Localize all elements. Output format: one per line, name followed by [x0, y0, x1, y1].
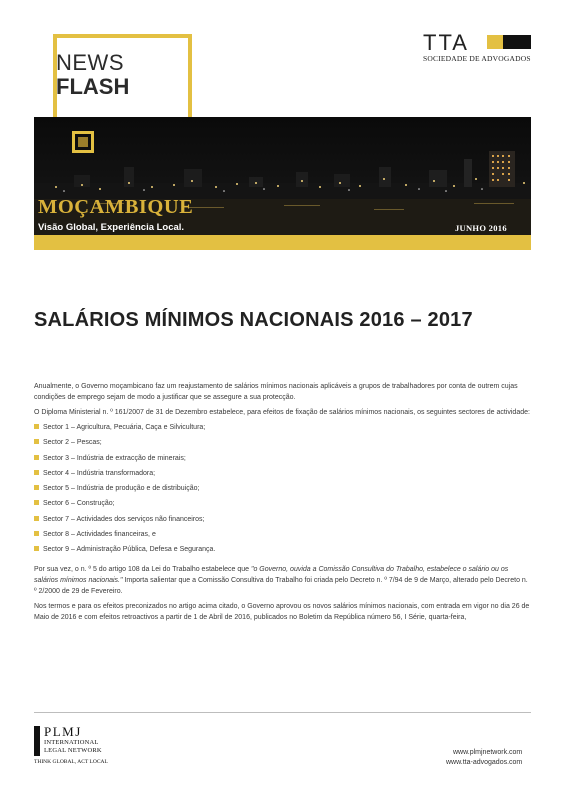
- bullet-icon: [34, 531, 39, 536]
- tta-black-block: [503, 35, 531, 49]
- labour-law-paragraph: Por sua vez, o n. º 5 do artigo 108 da Lei do Trabalho estabelece que "o Governo, ouvida a Comissão Consultiva do Trabalho, estabelece o salário ou os salários mínimos nacionais." Importa salientar que a Comissão Consultiva do Trabalho foi criada pelo Decreto n. º 7/94 de 9 de Março, alterado pelo Decreto n. º 2/2000 de 29 de Fevereiro.: [34, 565, 528, 595]
- tta-gold-block: [487, 35, 503, 49]
- bullet-icon: [34, 500, 39, 505]
- news-label: NEWS: [56, 50, 124, 75]
- bullet-icon: [34, 546, 39, 551]
- list-item: Sector 8 – Actividades financeiras, e: [34, 529, 532, 544]
- bullet-icon: [34, 485, 39, 490]
- bullet-icon: [34, 470, 39, 475]
- bullet-icon: [34, 424, 39, 429]
- plmj-bar-mark: [34, 726, 40, 756]
- list-item: Sector 3 – Indústria de extracção de minerais;: [34, 453, 532, 468]
- plmj-logo: [34, 726, 124, 772]
- diploma-paragraph: O Diploma Ministerial n. º 161/2007 de 31 de Dezembro estabelece, para efeitos de fixação de salários mínimos nacionais, os seguintes sectores de actividade:: [34, 409, 530, 416]
- approval-paragraph: Nos termos e para os efeitos preconizados no artigo acima citado, o Governo aprovou os novos salários mínimos nacionais, com entrada em vigor no dia 26 de Maio de 2016 e com efeitos retroactivos a partir de 1 de Abril de 2016, publicados no Boletim da República número 56, I Série, quarta-feira,: [34, 602, 530, 621]
- gold-bar: [34, 235, 531, 250]
- list-item: Sector 1 – Agricultura, Pecuária, Caça e Silvicultura;: [34, 422, 532, 437]
- footer-divider: [34, 712, 531, 713]
- list-item: Sector 6 – Construção;: [34, 498, 532, 513]
- list-item: Sector 2 – Pescas;: [34, 437, 532, 452]
- tta-logo-text: TTA: [423, 30, 469, 55]
- sector-list: [34, 422, 532, 560]
- plmj-international: INTERNATIONAL: [44, 739, 99, 746]
- list-item: Sector 9 – Administração Pública, Defesa e Segurança.: [34, 544, 532, 559]
- intro-paragraph: Anualmente, o Governo moçambicano faz um reajustamento de salários mínimos nacionais aplicáveis a grupos de trabalhadores por conta de outrem cujas condições de emprego sejam de modo a justificar que se assegure a sua protecção.: [34, 383, 518, 401]
- banner-tagline: Visão Global, Experiência Local.: [38, 222, 185, 233]
- list-item: Sector 7 – Actividades dos serviços não financeiros;: [34, 514, 532, 529]
- country-title: MOÇAMBIQUE: [38, 196, 194, 218]
- plmj-website-link[interactable]: www.plmjnetwork.com: [453, 749, 523, 756]
- bullet-icon: [34, 516, 39, 521]
- plmj-name: PLMJ: [44, 724, 82, 739]
- list-item: Sector 4 – Indústria transformadora;: [34, 468, 532, 483]
- law-quote: "o Governo, ouvida a Comissão Consultiva do Trabalho, estabelece o salário ou os salários mínimos nacionais.": [34, 565, 509, 584]
- flash-label: FLASH: [56, 74, 130, 99]
- tta-website-link[interactable]: www.tta-advogados.com: [446, 759, 523, 766]
- issue-date: JUNHO 2016: [455, 223, 507, 233]
- article-body: [34, 381, 532, 627]
- plmj-legal-network: LEGAL NETWORK: [44, 747, 102, 754]
- gold-square-fill: [78, 137, 88, 147]
- bullet-icon: [34, 439, 39, 444]
- article-title: SALÁRIOS MÍNIMOS NACIONAIS 2016 – 2017: [34, 309, 473, 331]
- bullet-icon: [34, 455, 39, 460]
- tta-subtitle: SOCIEDADE DE ADVOGADOS: [423, 54, 531, 63]
- plmj-slogan: THINK GLOBAL, ACT LOCAL: [34, 759, 108, 765]
- list-item: Sector 5 – Indústria de produção e de distribuição;: [34, 483, 532, 498]
